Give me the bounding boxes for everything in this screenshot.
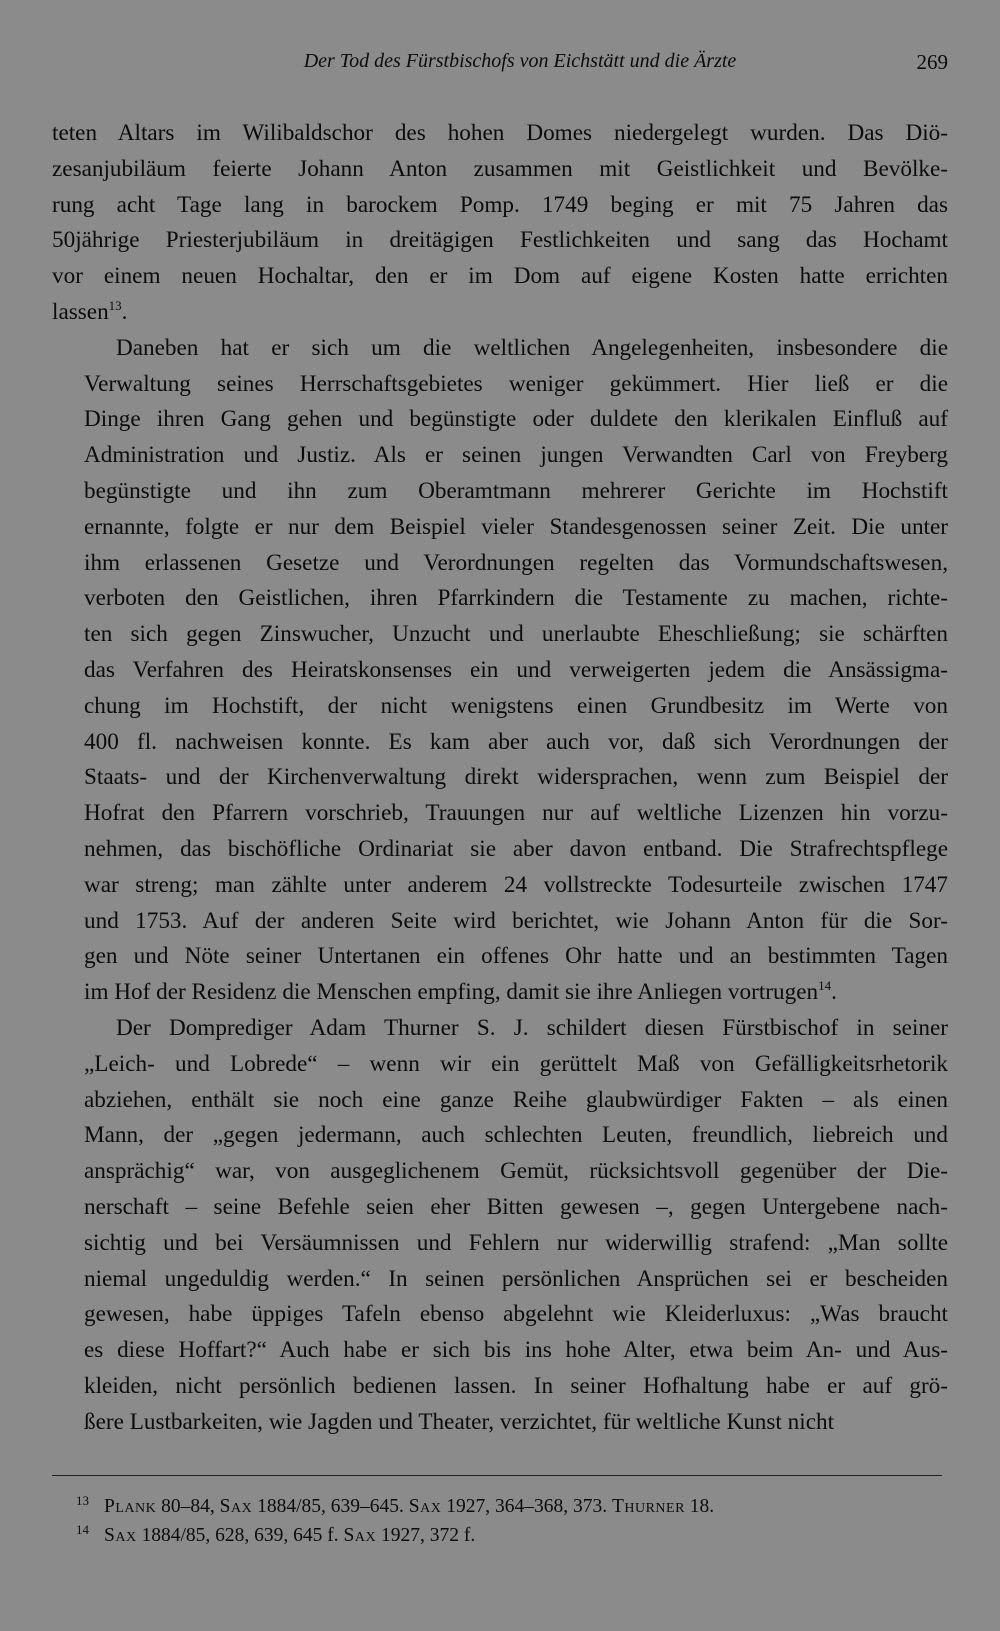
author-name: Plank bbox=[104, 1496, 157, 1517]
text-line: im Hof der Residenz die Menschen empfing, damit sie ihre Anliegen vortrugen$^{14}$. bbox=[84, 978, 837, 1006]
text-line: ansprächig“ war, von ausgeglichenem Gemüt, rücksichtsvoll gegenüber der Die- bbox=[84, 1158, 948, 1185]
footnote: 14 Sax 1884/85, 628, 639, 645 f. Sax 1927, 372 f. bbox=[76, 1522, 476, 1546]
text-line: Staats- und der Kirchenverwaltung direkt widersprachen, wenn zum Beispiel der bbox=[84, 764, 948, 791]
text-line: Verwaltung seines Herrschaftsgebietes weniger gekümmert. Hier ließ er die bbox=[84, 370, 948, 397]
text-line: ihm erlassenen Gesetze und Verordnungen regelten das Vormundschaftswesen, bbox=[84, 549, 948, 576]
text-line: 400 fl. nachweisen konnte. Es kam aber auch vor, daß sich Verordnungen der bbox=[84, 728, 948, 755]
text-line: kleiden, nicht persönlich bedienen lassen. In seiner Hofhaltung habe er auf grö- bbox=[84, 1372, 948, 1399]
text-line: nerschaft – seine Befehle seien eher Bitten gewesen –, gegen Untergebene nach- bbox=[84, 1193, 948, 1220]
text-line: es diese Hoffart?“ Auch habe er sich bis ins hohe Alter, etwa beim An- und Aus- bbox=[84, 1337, 948, 1364]
text-line: zesanjubiläum feierte Johann Anton zusammen mit Geistlichkeit und Bevölke- bbox=[52, 155, 948, 182]
footnote-reference[interactable]: 14 bbox=[818, 978, 832, 994]
footnote-text: 18. bbox=[684, 1496, 715, 1517]
text-line: war streng; man zählte unter anderem 24 vollstreckte Todesurteile zwischen 1747 bbox=[84, 871, 948, 898]
text-line: 50jährige Priesterjubiläum in dreitägigen Festlichkeiten und sang das Hochamt bbox=[52, 227, 948, 254]
paragraph bbox=[52, 116, 948, 331]
author-name: Sax bbox=[343, 1525, 377, 1546]
page-header bbox=[52, 50, 948, 80]
text-line: teten Altars im Wilibaldschor des hohen Domes niedergelegt wurden. Das Diö- bbox=[52, 120, 948, 146]
text-line: ten sich gegen Zinswucher, Unzucht und unerlaubte Eheschließung; sie schärften bbox=[84, 621, 948, 648]
text-line: Daneben hat er sich um die weltlichen Angelegenheiten, insbesondere die bbox=[116, 334, 948, 361]
text-line: Der Domprediger Adam Thurner S. J. schildert diesen Fürstbischof in seiner bbox=[116, 1014, 948, 1041]
footnote-divider bbox=[52, 1475, 942, 1476]
footnote-text: 80–84, bbox=[156, 1496, 220, 1517]
author-name: Thurner bbox=[611, 1496, 685, 1517]
author-name: Sax bbox=[219, 1496, 253, 1517]
text-line: Hofrat den Pfarrern vorschrieb, Trauungen nur auf weltliche Lizenzen hin vorzu- bbox=[84, 800, 948, 827]
footnote-text: 1884/85, 628, 639, 645 f. bbox=[136, 1525, 344, 1546]
text-line: ernannte, folgte er nur dem Beispiel vieler Standesgenossen seiner Zeit. Die unter bbox=[84, 513, 948, 540]
text-line: verboten den Geistlichen, ihren Pfarrkindern die Testamente zu machen, richte- bbox=[84, 585, 948, 612]
text-line: das Verfahren des Heiratskonsenses ein und verweigerten jedem die Ansässigma- bbox=[84, 656, 948, 683]
paragraph bbox=[52, 1011, 948, 1441]
text-line: chung im Hochstift, der nicht wenigstens einen Grundbesitz im Werte von bbox=[84, 692, 948, 719]
author-name: Sax bbox=[408, 1496, 442, 1517]
footnote: 13 Plank 80–84, Sax 1884/85, 639–645. Sax 1927, 364–368, 373. Thurner 18. bbox=[76, 1493, 715, 1517]
text-line: gewesen, habe üppiges Tafeln ebenso abgelehnt wie Kleiderluxus: „Was braucht bbox=[84, 1301, 948, 1328]
text-line: Mann, der „gegen jedermann, auch schlechten Leuten, freundlich, liebreich und bbox=[84, 1122, 948, 1149]
text-line: sichtig und bei Versäumnissen und Fehlern nur widerwillig strafend: „Man sollte bbox=[84, 1229, 948, 1256]
text-line: rung acht Tage lang in barockem Pomp. 1749 beging er mit 75 Jahren das bbox=[52, 191, 948, 218]
text-line: gen und Nöte seiner Untertanen ein offenes Ohr hatte und an bestimmten Tagen bbox=[84, 943, 948, 970]
text-line: abziehen, enthält sie noch eine ganze Reihe glaubwürdiger Fakten – als einen bbox=[84, 1086, 948, 1113]
text-line: begünstigte und ihn zum Oberamtmann mehrerer Gerichte im Hochstift bbox=[84, 477, 948, 504]
text-line: Dinge ihren Gang gehen und begünstigte oder duldete den klerikalen Einfluß auf bbox=[84, 406, 948, 433]
page-number: 269 bbox=[916, 50, 948, 74]
text-line: und 1753. Auf der anderen Seite wird berichtet, wie Johann Anton für die Sor- bbox=[84, 907, 948, 934]
footnotes bbox=[76, 1492, 956, 1550]
author-name: Sax bbox=[104, 1525, 137, 1546]
paragraph bbox=[52, 331, 948, 1011]
footnote-reference[interactable]: 13 bbox=[108, 297, 122, 313]
body-text bbox=[52, 116, 948, 1440]
footnote-text: 1927, 372 f. bbox=[376, 1525, 476, 1546]
text-line: nehmen, das bischöfliche Ordinariat sie aber davon entband. Die Strafrechtspflege bbox=[84, 835, 948, 862]
running-title: Der Tod des Fürstbischofs von Eichstätt und die Ärzte bbox=[303, 50, 737, 72]
text-line: Administration und Justiz. Als er seinen jungen Verwandten Carl von Freyberg bbox=[84, 442, 948, 469]
text-line: „Leich- und Lobrede“ – wenn wir ein gerüttelt Maß von Gefälligkeitsrhetorik bbox=[84, 1050, 948, 1077]
footnote-text: 1884/85, 639–645. bbox=[252, 1496, 409, 1517]
footnote-text: 1927, 364–368, 373. bbox=[441, 1496, 612, 1517]
text-line: ßere Lustbarkeiten, wie Jagden und Theater, verzichtet, für weltliche Kunst nicht bbox=[84, 1408, 835, 1435]
text-line: lassen$^{13}$. bbox=[52, 297, 128, 325]
text-line: niemal ungeduldig werden.“ In seinen persönlichen Ansprüchen sei er bescheiden bbox=[84, 1265, 948, 1292]
text-line: vor einem neuen Hochaltar, den er im Dom auf eigene Kosten hatte errichten bbox=[52, 263, 948, 290]
